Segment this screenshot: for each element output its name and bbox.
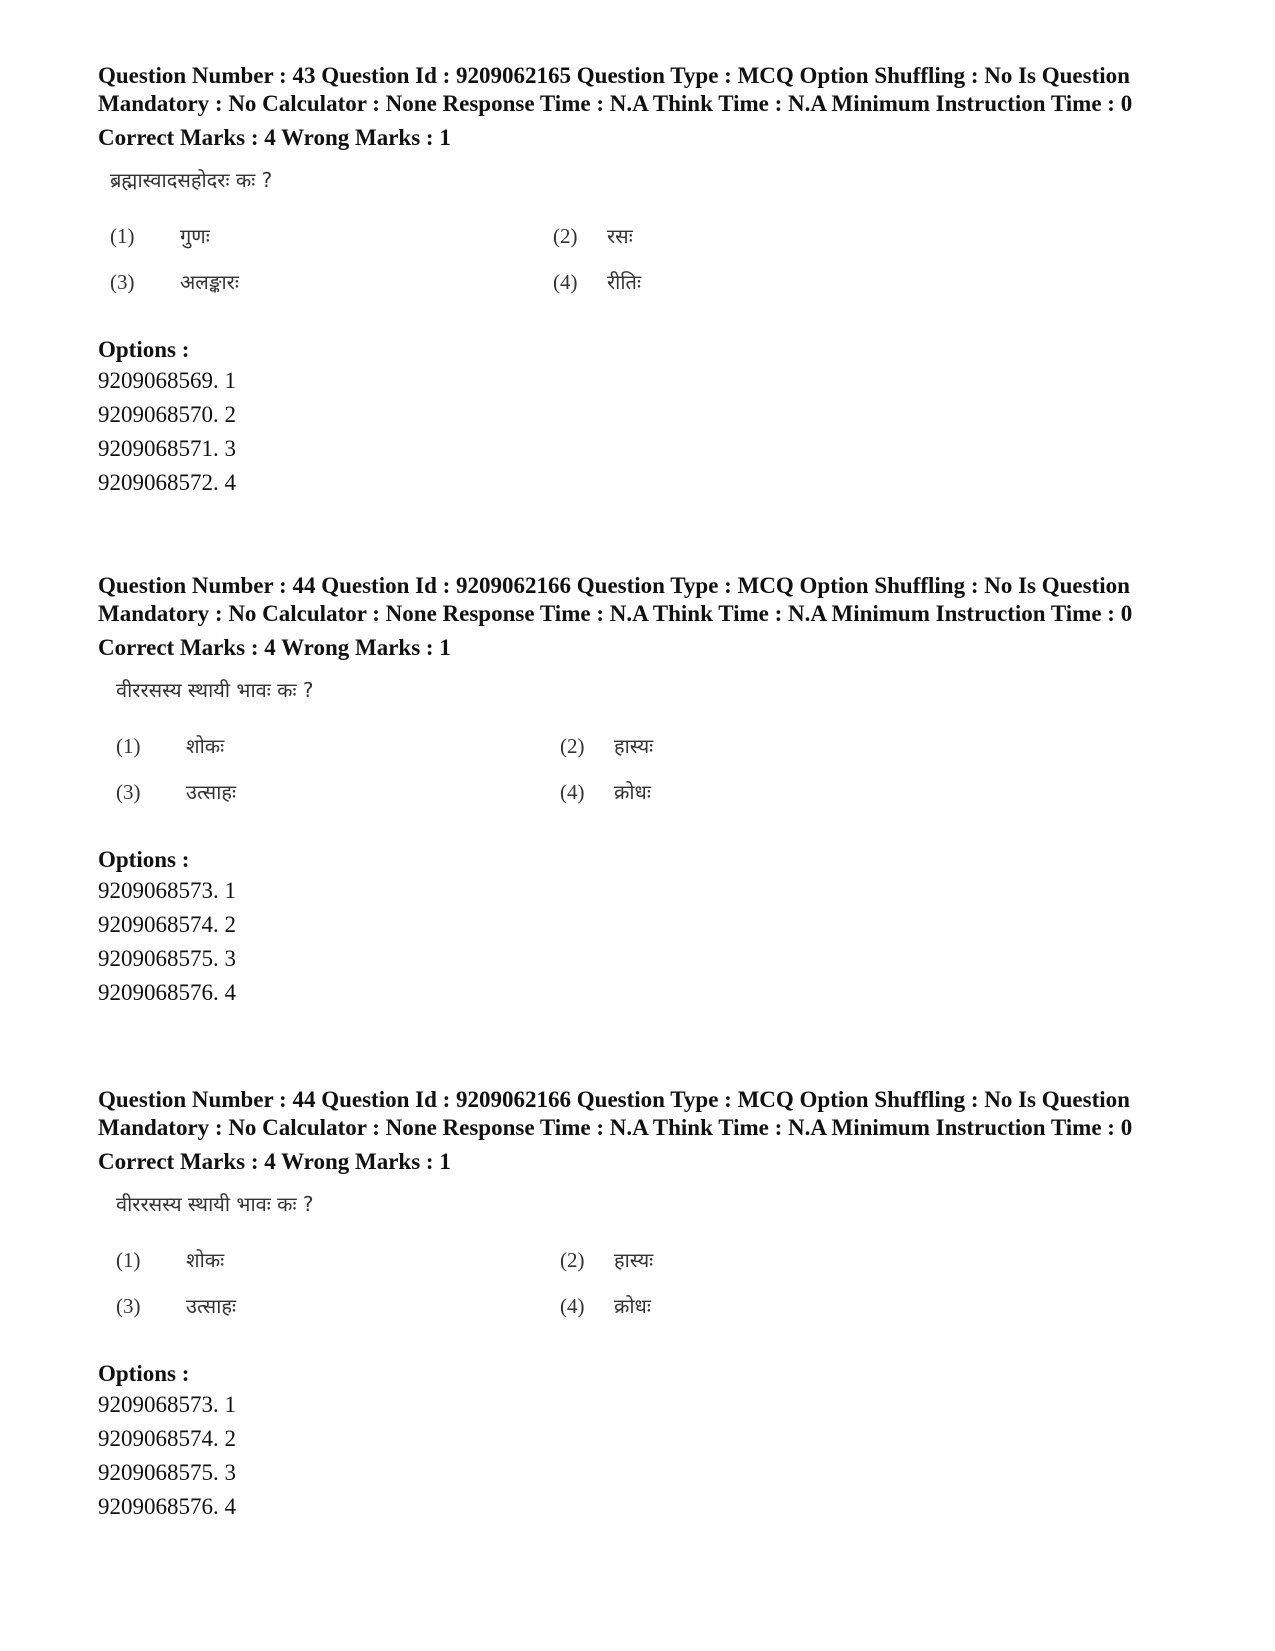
choice-text: गुणः bbox=[180, 224, 210, 248]
option-line: 9209068573. 1 bbox=[98, 878, 236, 903]
choice-number: (4) bbox=[560, 1294, 585, 1318]
options-title: Options : bbox=[98, 1361, 190, 1386]
question-block bbox=[98, 1086, 1198, 1524]
question-stem: ब्रह्मास्वादसहोदरः कः ? bbox=[110, 168, 273, 192]
choice-1 bbox=[116, 1246, 224, 1273]
choice-number: (3) bbox=[116, 780, 141, 804]
choice-number: (4) bbox=[560, 780, 585, 804]
choice-3 bbox=[110, 268, 239, 295]
question-image bbox=[98, 676, 738, 836]
option-line: 9209068572. 4 bbox=[98, 470, 236, 495]
question-image bbox=[98, 166, 738, 326]
choice-3 bbox=[116, 1292, 236, 1319]
question-marks: Correct Marks : 4 Wrong Marks : 1 bbox=[98, 125, 451, 150]
choice-text: अलङ्कारः bbox=[180, 270, 239, 294]
choice-4 bbox=[553, 268, 641, 295]
question-marks: Correct Marks : 4 Wrong Marks : 1 bbox=[98, 1149, 451, 1174]
option-line: 9209068573. 1 bbox=[98, 1392, 236, 1417]
question-block bbox=[98, 62, 1198, 500]
question-header: Question Number : 43 Question Id : 9209062165 Question Type : MCQ Option Shuffling : No Is Question Mandatory : No Calculator : None Response Time : N.A Think Time : N.A Minimum Instruction Time : 0 bbox=[98, 63, 1133, 116]
choice-number: (1) bbox=[110, 224, 135, 248]
choice-1 bbox=[116, 732, 224, 759]
choice-3 bbox=[116, 778, 236, 805]
choice-number: (3) bbox=[116, 1294, 141, 1318]
choice-text: हास्यः bbox=[614, 1248, 654, 1272]
choice-4 bbox=[560, 1292, 651, 1319]
option-line: 9209068576. 4 bbox=[98, 1494, 236, 1519]
option-line: 9209068575. 3 bbox=[98, 1460, 236, 1485]
choice-2 bbox=[560, 732, 653, 759]
choice-number: (1) bbox=[116, 734, 141, 758]
choice-text: हास्यः bbox=[614, 734, 654, 758]
option-line: 9209068571. 3 bbox=[98, 436, 236, 461]
choice-4 bbox=[560, 778, 651, 805]
choice-number: (2) bbox=[553, 224, 578, 248]
question-header: Question Number : 44 Question Id : 9209062166 Question Type : MCQ Option Shuffling : No Is Question Mandatory : No Calculator : None Response Time : N.A Think Time : N.A Minimum Instruction Time : 0 bbox=[98, 1087, 1133, 1140]
question-header: Question Number : 44 Question Id : 9209062166 Question Type : MCQ Option Shuffling : No Is Question Mandatory : No Calculator : None Response Time : N.A Think Time : N.A Minimum Instruction Time : 0 bbox=[98, 573, 1133, 626]
question-marks: Correct Marks : 4 Wrong Marks : 1 bbox=[98, 635, 451, 660]
choice-number: (2) bbox=[560, 1248, 585, 1272]
choice-2 bbox=[553, 222, 633, 249]
question-image bbox=[98, 1190, 738, 1350]
choice-text: शोकः bbox=[186, 734, 225, 758]
choice-number: (3) bbox=[110, 270, 135, 294]
option-line: 9209068574. 2 bbox=[98, 1426, 236, 1451]
option-line: 9209068574. 2 bbox=[98, 912, 236, 937]
option-line: 9209068569. 1 bbox=[98, 368, 236, 393]
choice-text: उत्साहः bbox=[186, 780, 237, 804]
question-stem: वीररसस्य स्थायी भावः कः ? bbox=[116, 1192, 314, 1216]
choice-number: (2) bbox=[560, 734, 585, 758]
choice-1 bbox=[110, 222, 210, 249]
choice-2 bbox=[560, 1246, 653, 1273]
choice-text: क्रोधः bbox=[614, 780, 651, 804]
choice-number: (1) bbox=[116, 1248, 141, 1272]
option-line: 9209068570. 2 bbox=[98, 402, 236, 427]
choice-text: उत्साहः bbox=[186, 1294, 237, 1318]
option-line: 9209068576. 4 bbox=[98, 980, 236, 1005]
question-stem: वीररसस्य स्थायी भावः कः ? bbox=[116, 678, 314, 702]
options-title: Options : bbox=[98, 337, 190, 362]
question-block bbox=[98, 572, 1198, 1010]
choice-text: रसः bbox=[607, 224, 633, 248]
choice-text: क्रोधः bbox=[614, 1294, 651, 1318]
options-title: Options : bbox=[98, 847, 190, 872]
choice-text: शोकः bbox=[186, 1248, 225, 1272]
choice-text: रीतिः bbox=[607, 270, 641, 294]
choice-number: (4) bbox=[553, 270, 578, 294]
option-line: 9209068575. 3 bbox=[98, 946, 236, 971]
